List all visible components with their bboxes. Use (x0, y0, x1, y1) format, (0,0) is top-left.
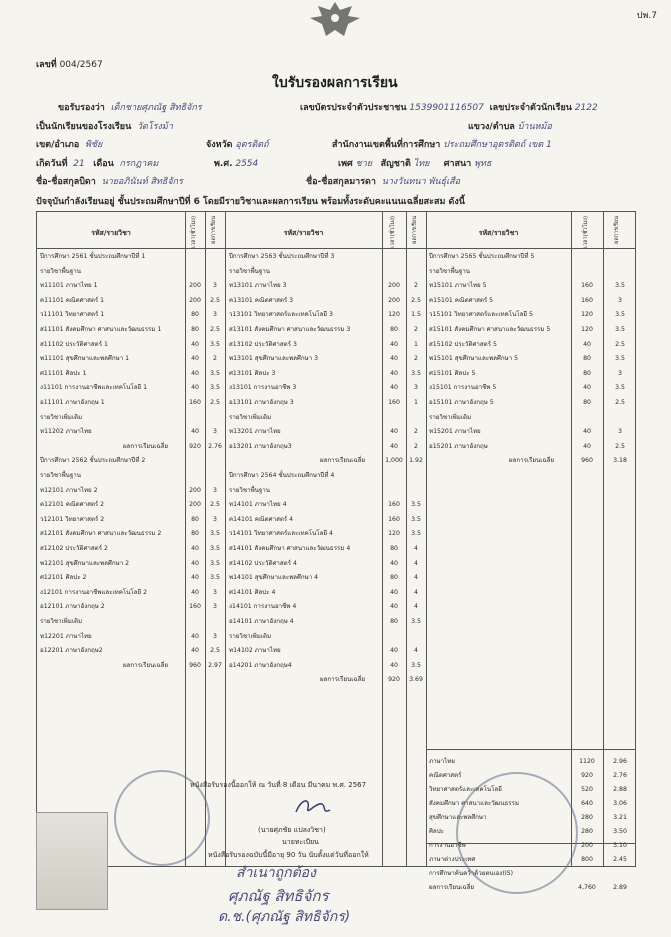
grade-value: 4 (414, 603, 418, 611)
credit-hours: 200 (189, 282, 201, 290)
grade-value: 3 (213, 428, 217, 436)
current-level-line: ปัจจุบันกำลังเรียนอยู่ ชั้นประถมศึกษาปีที่ 6 โดยมีรายวิชาและผลการเรียน พร้อมทั้งระดับคะแนนเฉลี่ยสะสม ดังนี้ (36, 197, 465, 207)
subject-name: ง15101 การงานอาชีพ 5 (429, 384, 497, 392)
subject-name: วิทยาศาสตร์และเทคโนโลยี (429, 786, 502, 794)
grade-value: 2 (414, 355, 418, 363)
grade-value: 2.5 (615, 442, 625, 450)
grade-value: 3 (213, 603, 217, 611)
grade-value: 4 (414, 559, 418, 567)
grade-value: 3.5 (411, 515, 421, 523)
subject-name: ส12102 ประวัติศาสตร์ 2 (40, 545, 108, 552)
subject-name: ศ11101 ศิลปะ 1 (40, 369, 87, 377)
subject-name: ผลการเรียนเฉลี่ย (123, 661, 169, 669)
grade-value: 3.5 (210, 530, 220, 538)
credit-hours: 40 (390, 384, 398, 392)
credit-hours: 40 (390, 603, 398, 611)
grade-value: 3.5 (210, 574, 220, 582)
validity-note: หนังสือรับรองฉบับนี้มีอายุ 90 วัน นับตั้งแต่วันที่ออกให้ (208, 851, 369, 859)
office-line: สำนักงานเขตพื้นที่การศึกษา ประถมศึกษาอุตรดิตถ์ เขต 1 (332, 140, 552, 150)
subject-name: พ13101 สุขศึกษาและพลศึกษา 3 (229, 355, 319, 363)
grade-value: 3.18 (613, 457, 627, 465)
subject-name: ท13201 ภาษาไทย (229, 428, 281, 436)
subject-name: รายวิชาพื้นฐาน (40, 472, 81, 479)
credit-hours: 40 (191, 559, 199, 567)
grade-value: 3.5 (411, 501, 421, 509)
subject-name: ง13101 การงานอาชีพ 3 (229, 384, 297, 392)
grade-value: 2 (414, 442, 418, 450)
subject-name: พ14101 สุขศึกษาและพลศึกษา 4 (229, 574, 319, 582)
credit-hours: 80 (583, 369, 591, 377)
subject-name: ท14102 ภาษาไทย (229, 647, 281, 655)
grade-value: 3.5 (411, 369, 421, 377)
credit-hours: 40 (390, 369, 398, 377)
subject-name: ว12101 วิทยาศาสตร์ 2 (40, 515, 105, 523)
credit-hours: 280 (581, 814, 593, 822)
grade-value: 3.5 (411, 530, 421, 538)
credit-hours: 80 (390, 545, 398, 552)
grade-value: 3.5 (210, 559, 220, 567)
grade-value: 2.76 (208, 442, 222, 450)
credit-hours: 40 (390, 588, 398, 596)
subject-name: อ14101 ภาษาอังกฤษ 4 (229, 618, 294, 625)
credit-hours: 40 (390, 340, 398, 348)
credit-hours: 120 (388, 311, 400, 319)
credit-hours: 160 (189, 399, 201, 406)
subject-name: ง12101 การงานอาชีพและเทคโนโลยี 2 (40, 588, 148, 596)
birth-line: เกิดวันที่ 21 เดือน กรกฎาคม (36, 159, 159, 169)
subject-name: ศ12101 ศิลปะ 2 (40, 574, 87, 582)
grade-value: 3 (213, 282, 217, 290)
grade-value: 1.92 (409, 457, 423, 465)
subject-name: ค12101 คณิตศาสตร์ 2 (40, 501, 105, 509)
subject-name: ว11101 วิทยาศาสตร์ 1 (40, 311, 105, 319)
grade-value: 2.5 (210, 399, 220, 406)
credit-hours: 40 (390, 355, 398, 363)
grade-value: 3.5 (615, 282, 625, 290)
subject-name: ท12101 ภาษาไทย 2 (40, 486, 98, 494)
subject-name: รายวิชาเพิ่มเติม (229, 413, 272, 421)
credit-hours: 920 (388, 676, 400, 684)
credit-hours: 80 (390, 618, 398, 625)
subject-name: อ11101 ภาษาอังกฤษ 1 (40, 399, 105, 406)
credit-hours: 40 (191, 632, 199, 640)
grade-value: 3 (618, 428, 622, 436)
subject-name: อ14201 ภาษาอังกฤษ4 (229, 661, 292, 669)
credit-hours: 80 (583, 399, 591, 406)
credit-hours: 40 (583, 442, 591, 450)
grade-value: 2.88 (613, 786, 627, 794)
subject-name: พ11101 สุขศึกษาและพลศึกษา 1 (40, 355, 130, 363)
credit-hours: 40 (191, 545, 199, 552)
subject-name: ผลการเรียนเฉลี่ย (320, 457, 366, 465)
grade-value: 2.5 (210, 501, 220, 509)
birth-year-line: พ.ศ. 2554 (214, 159, 259, 169)
credit-hours: 40 (390, 442, 398, 450)
subject-name: อ12101 ภาษาอังกฤษ 2 (40, 603, 105, 611)
school-seal-right-icon (456, 772, 578, 894)
subject-name: อ13201 ภาษาอังกฤษ3 (229, 442, 292, 450)
grade-value: 2.76 (613, 772, 627, 780)
grade-value: 3 (213, 632, 217, 640)
subject-name: รายวิชาพื้นฐาน (429, 267, 470, 275)
grade-value: 3 (213, 588, 217, 596)
student-name-line: ขอรับรองว่า เด็กชายศุภณัฐ สิทธิจักร (58, 103, 202, 113)
subject-header-2: รหัส/รายวิชา (283, 229, 324, 237)
subject-name: ท11101 ภาษาไทย 1 (40, 282, 98, 290)
credit-hours: 1120 (579, 758, 595, 765)
subject-name: ผลการเรียนเฉลี่ย (509, 457, 555, 465)
grade-value: 4 (414, 574, 418, 582)
subdistrict-line: แขวง/ตำบล บ้านหม้อ (468, 122, 552, 132)
subject-name: ภาษาไทย (429, 758, 455, 765)
grade-value: 2 (414, 282, 418, 290)
grade-value: 2.5 (210, 326, 220, 333)
subject-name: ส11101 สังคมศึกษา ศาสนาและวัฒนธรรม 1 (40, 326, 162, 333)
credit-hours: 160 (388, 399, 400, 406)
grade-value: 3.5 (210, 340, 220, 348)
grade-header-2: ผลการเรียน (412, 216, 418, 244)
subject-name: ง11101 การงานอาชีพและเทคโนโลยี 1 (40, 384, 148, 392)
credit-hours: 80 (390, 326, 398, 333)
father-line: ชื่อ-ชื่อสกุลบิดา นายอภินันท์ สิทธิจักร (36, 177, 183, 187)
subject-name: ส15101 สังคมศึกษา ศาสนาและวัฒนธรรม 5 (429, 326, 551, 333)
grade-value: 2.5 (615, 340, 625, 348)
credit-hours: 960 (189, 661, 201, 669)
subject-name: ส13102 ประวัติศาสตร์ 3 (229, 340, 297, 348)
subject-name: ว13101 วิทยาศาสตร์และเทคโนโลยี 3 (229, 311, 333, 319)
registrar-signature-icon (292, 794, 332, 820)
subject-name: ผลการเรียนเฉลี่ย (320, 676, 366, 684)
subject-name: พ15101 สุขศึกษาและพลศึกษา 5 (429, 355, 519, 363)
grade-value: 4 (414, 647, 418, 655)
credit-hours: 40 (191, 355, 199, 363)
credit-hours: 40 (390, 428, 398, 436)
grade-value: 3.5 (210, 369, 220, 377)
grade-value: 2.97 (208, 661, 222, 669)
credit-hours: 200 (189, 486, 201, 494)
subject-name: รายวิชาเพิ่มเติม (429, 413, 472, 421)
grade-header-1: ผลการเรียน (211, 216, 217, 244)
subject-name: ผลการเรียนเฉลี่ย (123, 442, 169, 450)
subject-name: ภาษาต่างประเทศ (429, 856, 476, 864)
credit-hours: 800 (581, 856, 593, 864)
subject-name: สังคมศึกษา ศาสนาและวัฒนธรรม (429, 800, 519, 808)
grade-value: 2.96 (613, 758, 627, 765)
subject-name: อ12201 ภาษาอังกฤษ2 (40, 647, 103, 655)
issue-date: หนังสือรับรองนี้ออกให้ ณ วันที่ 8 เดือน มีนาคม พ.ศ. 2567 (190, 781, 367, 789)
credit-hours: 40 (390, 559, 398, 567)
grade-value: 3 (618, 369, 622, 377)
subject-name: การศึกษาค้นคว้าด้วยตนเอง(IS) (429, 870, 514, 878)
credit-hours: 160 (189, 603, 201, 611)
id-line: เลขบัตรประจำตัวประชาชน 1539901116507 เลขประจำตัวนักเรียน 2122 (300, 103, 598, 113)
credit-hours: 40 (191, 384, 199, 392)
credit-hours: 40 (583, 428, 591, 436)
subject-name: ปีการศึกษา 2564 ชั้นประถมศึกษาปีที่ 4 (229, 472, 335, 479)
student-signature-2: ด.ช.(ศุภณัฐ สิทธิจักร) (218, 909, 351, 925)
grade-value: 3 (213, 515, 217, 523)
grade-value: 2.89 (613, 884, 627, 892)
subject-name: ส13101 สังคมศึกษา ศาสนาและวัฒนธรรม 3 (229, 326, 351, 333)
credit-hours: 4,760 (578, 884, 596, 892)
subject-name: ค15101 คณิตศาสตร์ 5 (429, 296, 494, 304)
subject-name: ท11202 ภาษาไทย (40, 428, 92, 436)
subject-name: อ15101 ภาษาอังกฤษ 5 (429, 399, 494, 406)
grade-value: 3.5 (210, 545, 220, 552)
grade-value: 3.5 (411, 661, 421, 669)
subject-name: ท14101 ภาษาไทย 4 (229, 501, 287, 509)
registrar-name: (นายศุภชัย แปลงวิชา) (258, 826, 326, 834)
subject-name: ว14101 วิทยาศาสตร์และเทคโนโลยี 4 (229, 530, 333, 538)
credit-hours: 40 (583, 384, 591, 392)
subject-name: การงานอาชีพ (429, 842, 466, 850)
student-photo (36, 812, 108, 910)
credit-hours: 80 (583, 355, 591, 363)
subject-name: ค13101 คณิตศาสตร์ 3 (229, 296, 294, 304)
grade-header-3: ผลการเรียน (614, 216, 620, 244)
credit-hours: 200 (189, 296, 201, 304)
grade-value: 2.5 (210, 296, 220, 304)
subject-name: พ12101 สุขศึกษาและพลศึกษา 2 (40, 559, 130, 567)
credit-hours: 80 (191, 515, 199, 523)
grade-value: 3.5 (615, 355, 625, 363)
grade-value: 1 (414, 340, 418, 348)
subject-name: ปีการศึกษา 2565 ชั้นประถมศึกษาปีที่ 5 (429, 253, 535, 260)
grade-value: 2 (213, 355, 217, 363)
grade-value: 1.5 (411, 311, 421, 319)
subject-name: อ15201 ภาษาอังกฤษ (429, 442, 488, 450)
credit-hours: 160 (388, 501, 400, 509)
grade-value: 3.50 (613, 828, 627, 836)
registrar-title: นายทะเบียน (282, 838, 319, 846)
credit-hours: 80 (191, 326, 199, 333)
credit-hours: 40 (390, 661, 398, 669)
subject-name: รายวิชาเพิ่มเติม (40, 618, 83, 625)
student-signature-1: ศุภณัฐ สิทธิจักร (228, 887, 329, 905)
subject-name: ศ13101 ศิลปะ 3 (229, 369, 276, 377)
doc-number: เลขที่ 004/2567 (36, 60, 103, 70)
grade-value: 4 (414, 588, 418, 596)
time-header-1: เวลา(ชั่วโมง) (191, 216, 197, 248)
subject-name: ท15101 ภาษาไทย 5 (429, 282, 487, 290)
credit-hours: 200 (388, 296, 400, 304)
subject-name: ค14101 คณิตศาสตร์ 4 (229, 515, 294, 523)
subject-name: ศ15101 ศิลปะ 5 (429, 369, 476, 377)
credit-hours: 280 (581, 828, 593, 836)
grade-value: 3.10 (613, 842, 627, 850)
credit-hours: 40 (191, 340, 199, 348)
grade-value: 3 (213, 311, 217, 319)
subject-name: ศ14101 ศิลปะ 4 (229, 588, 276, 596)
grade-value: 3.06 (613, 800, 627, 808)
subject-name: ท13101 ภาษาไทย 3 (229, 282, 287, 290)
credit-hours: 920 (581, 772, 593, 780)
district-line: เขต/อำเภอ พิชัย (36, 140, 103, 150)
grade-value: 3.5 (615, 326, 625, 333)
grade-value: 3.69 (409, 676, 423, 684)
subject-name: ส14101 สังคมศึกษา ศาสนาและวัฒนธรรม 4 (229, 545, 351, 552)
mother-line: ชื่อ-ชื่อสกุลมารดา นางวันทนา พันธุ์เสือ (306, 177, 461, 187)
grade-value: 3.5 (210, 384, 220, 392)
credit-hours: 120 (388, 530, 400, 538)
subject-name: รายวิชาเพิ่มเติม (40, 413, 83, 421)
credit-hours: 200 (189, 501, 201, 509)
subject-name: ส11102 ประวัติศาสตร์ 1 (40, 340, 108, 348)
grade-value: 2.5 (615, 399, 625, 406)
grade-value: 3.5 (615, 311, 625, 319)
subject-name: รายวิชาพื้นฐาน (229, 486, 270, 494)
grade-value: 4 (414, 545, 418, 552)
credit-hours: 120 (581, 326, 593, 333)
subject-name: ว15101 วิทยาศาสตร์และเทคโนโลยี 5 (429, 311, 533, 319)
credit-hours: 40 (191, 428, 199, 436)
credit-hours: 200 (388, 282, 400, 290)
grade-value: 1 (414, 399, 418, 406)
credit-hours: 200 (581, 842, 593, 850)
subject-name: สุขศึกษาและพลศึกษา (429, 814, 487, 822)
credit-hours: 920 (189, 442, 201, 450)
subject-name: ส14102 ประวัติศาสตร์ 4 (229, 559, 297, 567)
credit-hours: 40 (191, 369, 199, 377)
credit-hours: 160 (388, 515, 400, 523)
credit-hours: 40 (191, 647, 199, 655)
grade-value: 3.21 (613, 814, 627, 822)
page-title: ใบรับรองผลการเรียน (272, 75, 398, 91)
school-line: เป็นนักเรียนของโรงเรียน วัดโรงม้า (36, 122, 173, 132)
subject-name: ค11101 คณิตศาสตร์ 1 (40, 296, 105, 304)
grade-value: 2.5 (210, 647, 220, 655)
form-code: ปพ.7 (636, 11, 657, 21)
subject-header-1: รหัส/รายวิชา (91, 229, 131, 237)
subject-name: ส15102 ประวัติศาสตร์ 5 (429, 340, 497, 348)
credit-hours: 520 (581, 786, 593, 794)
grade-value: 2.5 (411, 296, 421, 304)
credit-hours: 160 (581, 296, 593, 304)
credit-hours: 40 (191, 574, 199, 582)
credit-hours: 1,000 (385, 457, 403, 465)
province-line: จังหวัด อุตรดิตถ์ (206, 140, 269, 150)
credit-hours: 40 (583, 340, 591, 348)
personal-line: เพศ ชาย สัญชาติ ไทย ศาสนา พุทธ (338, 159, 492, 169)
subject-name: รายวิชาพื้นฐาน (40, 267, 81, 275)
credit-hours: 40 (191, 588, 199, 596)
credit-hours: 960 (581, 457, 593, 465)
credit-hours: 80 (191, 311, 199, 319)
credit-hours: 80 (390, 574, 398, 582)
grade-value: 3.5 (615, 384, 625, 392)
grade-value: 3 (414, 384, 418, 392)
subject-name: รายวิชาเพิ่มเติม (229, 632, 272, 640)
credit-hours: 80 (191, 530, 199, 538)
grade-value: 3 (618, 296, 622, 304)
credit-hours: 120 (581, 311, 593, 319)
credit-hours: 640 (581, 800, 593, 808)
subject-name: ง14101 การงานอาชีพ 4 (229, 603, 297, 611)
grade-value: 2 (414, 428, 418, 436)
grade-value: 2.45 (613, 856, 627, 864)
subject-name: ปีการศึกษา 2561 ชั้นประถมศึกษาปีที่ 1 (40, 253, 146, 260)
credit-hours: 160 (581, 282, 593, 290)
subject-name: ท15201 ภาษาไทย (429, 428, 481, 436)
grade-value: 3 (213, 486, 217, 494)
time-header-2: เวลา(ชั่วโมง) (390, 216, 396, 248)
subject-name: รายวิชาพื้นฐาน (229, 267, 270, 275)
subject-name: อ13101 ภาษาอังกฤษ 3 (229, 399, 294, 406)
subject-name: ปีการศึกษา 2562 ชั้นประถมศึกษาปีที่ 2 (40, 457, 146, 465)
subject-name: ศิลปะ (429, 828, 444, 836)
subject-name: ส12101 สังคมศึกษา ศาสนาและวัฒนธรรม 2 (40, 530, 162, 538)
subject-name: ผลการเรียนเฉลี่ย (429, 884, 475, 892)
time-header-3: เวลา(ชั่วโมง) (583, 216, 589, 248)
grade-value: 3.5 (411, 618, 421, 625)
subject-name: ปีการศึกษา 2563 ชั้นประถมศึกษาปีที่ 3 (229, 253, 335, 260)
grade-value: 2 (414, 326, 418, 333)
subject-name: ท12201 ภาษาไทย (40, 632, 92, 640)
subject-name: คณิตศาสตร์ (429, 772, 462, 780)
certified-copy-handwriting: สำเนาถูกต้อง (236, 865, 316, 881)
garuda-emblem-icon (300, 0, 370, 40)
credit-hours: 40 (390, 647, 398, 655)
subject-header-3: รหัส/รายวิชา (478, 229, 519, 237)
